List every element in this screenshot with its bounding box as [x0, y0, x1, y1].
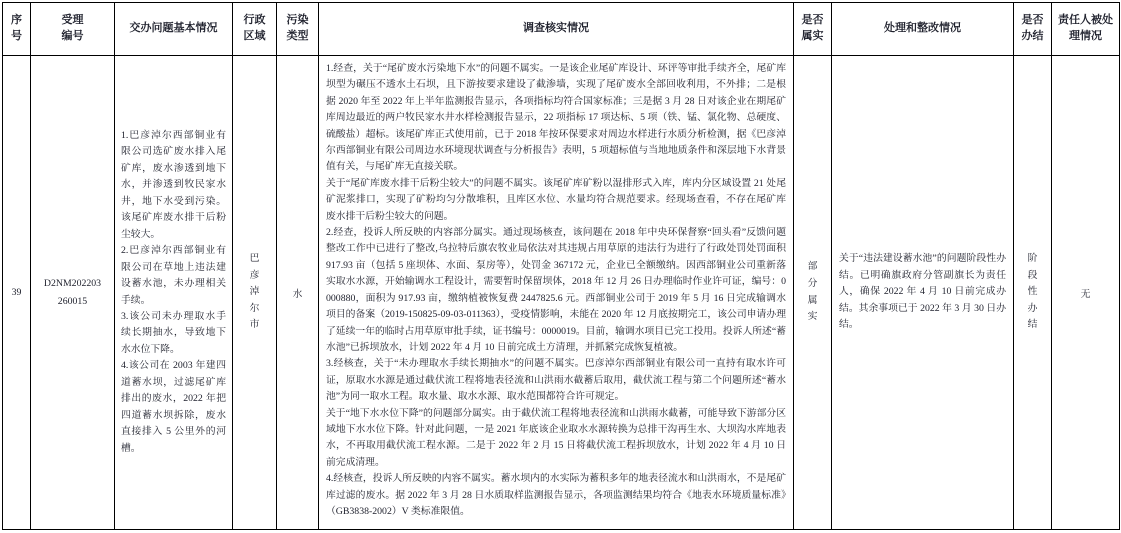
cell-handling	[832, 56, 1014, 530]
col-header-handling	[832, 3, 1014, 56]
cell-investigation	[319, 56, 794, 530]
cell-seq: 39	[3, 56, 31, 530]
cell-verified	[794, 56, 832, 530]
col-header-investigation-label: 调查核实情况	[523, 22, 589, 35]
region-value: 巴彦淖尔市	[249, 252, 260, 331]
col-header-case-no	[31, 3, 115, 56]
investigation-paragraph: 3.经核查，关于“未办理取水手续长期抽水”的问题不属实。巴彦淖尔西部铜业有限公司一直持有取水许可证，原取水水源是通过截伏流工程将地表径流和山洪雨水截蓄后取用，截伏流工程与第二个问题所述“蓄水池”为同一取水工程。取水量、取水水源、取水范围都符合许可规定。	[326, 358, 786, 403]
cell-problem	[115, 56, 233, 530]
col-header-accountability	[1052, 3, 1120, 56]
col-header-region	[233, 3, 277, 56]
header-row	[3, 3, 1120, 56]
col-header-problem	[115, 3, 233, 56]
problem-paragraph: 4.该公司在 2003 年建四道蓄水坝，过滤尾矿库排出的废水，2022 年把四道蓄水坝拆除，废水直接排入 5 公里外的河槽。	[121, 360, 226, 454]
investigation-paragraph: 关于“地下水水位下降”的问题部分属实。由于截伏流工程将地表径流和山洪雨水截蓄，可能导致下游部分区域地下水水位下降。针对此问题，一是 2021 年底该企业取水水源转换为总排干沟再生水、大坝沟水库地表水，不再取用截伏流工程水源。二是于 2022 年 2 月 15 日将截伏流工程拆坝放水，计划 2022 年 4 月 10 日前完成清理。	[326, 407, 786, 468]
problem-paragraph: 2.巴彦淖尔西部铜业有限公司在草地上违法建设蓄水池，未办理相关手续。	[121, 245, 226, 306]
problem-paragraph: 1.巴彦淖尔西部铜业有限公司选矿废水排入尾矿库，废水渗透到地下水，并渗透到牧民家水井，地下水受到污染。该尾矿库废水排干后粉尘较大。	[121, 129, 226, 240]
col-header-status-label: 是否办结	[1021, 14, 1044, 42]
col-header-status	[1014, 3, 1052, 56]
investigation-paragraph: 2.经查，投诉人所反映的内容部分属实。通过现场核查，该问题在 2018 年中央环保督察“回头看”反馈问题整改工作中已进行了整改,乌拉特后旗农牧业局依法对其违规占用草原的违法行为进行了行政处罚处罚面积 917.93 亩（包括 5 座坝体、水面、泵房等），处罚金 367172 元，企业已全额缴纳。因西部铜业公司重新落实取水水源，开始输调水工程设计，需要暂时保留坝体，2018 年 12 月 26 日办理临时作业许可证，编号：0000880，面积为 917.93 亩，缴纳植被恢复费 2447825.6 元。西部铜业公司于 2019 年 5 月 16 日完成输调水项目的备案（2019-150825-09-03-011363），受疫情影响，未能在 2020 年 12 月底按期完工，该公司申请办理了延续一年的临时占用草原审批手续，证书编号：0000019。目前，输调水项目已完工投用。投诉人所述“蓄水池”已拆坝放水，计划 2022 年 4 月 10 日前完成土方清理，并抓紧完成恢复植被。	[326, 227, 786, 353]
col-header-seq-label: 序号	[11, 14, 22, 42]
col-header-verified-label: 是否属实	[801, 14, 824, 42]
col-header-case-no-label: 受理编号	[61, 14, 84, 42]
cell-accountability: 无	[1052, 56, 1120, 530]
complaint-handling-table	[2, 2, 1120, 530]
col-header-pollution-type-label: 污染类型	[286, 14, 309, 42]
col-header-accountability-label: 责任人被处理情况	[1058, 14, 1113, 42]
handling-paragraph: 关于“违法建设蓄水池”的问题阶段性办结。已明确旗政府分管副旗长为责任人，确保 2022 年 4 月 10 日前完成办结。其余事项已于 2022 年 3 月 30 日办结。	[839, 253, 1006, 331]
cell-status	[1014, 56, 1052, 530]
col-header-investigation	[319, 3, 794, 56]
investigation-paragraph: 关于“尾矿库废水排干后粉尘较大”的问题不属实。该尾矿库矿粉以湿排形式入库，库内分区域设置 21 处尾矿泥浆排口，实现了矿粉均匀分散堆积，且库区水位、水量均符合规范要求。经现场查看，不存在尾矿库废水排干后粉尘较大的问题。	[326, 177, 786, 222]
table-row	[3, 56, 1120, 530]
cell-case-no	[31, 56, 115, 530]
col-header-verified	[794, 3, 832, 56]
col-header-handling-label: 处理和整改情况	[884, 22, 961, 35]
col-header-seq	[3, 3, 31, 56]
col-header-region-label: 行政区域	[243, 14, 266, 42]
cell-region	[233, 56, 277, 530]
col-header-problem-label: 交办问题基本情况	[129, 22, 218, 35]
verified-value: 部分属实	[807, 261, 818, 323]
col-header-pollution-type	[277, 3, 319, 56]
investigation-paragraph: 1.经查，关于“尾矿废水污染地下水”的问题不属实。一是该企业尾矿库设计、环评等审批手续齐全，尾矿库坝型为碾压不透水土石坝，且下游按要求建设了截渗墙，实现了尾矿废水全部回收利用，不外排；二是根据 2020 年至 2022 年上半年监测报告显示，各项指标均符合国家标准；三是据 3 月 28 日对该企业在期尾矿库周边最近的两户牧民家水井水样检测报告显示，22 项指标 17 项达标、5 项（铁、锰、氯化物、总硬度、硫酸盐）超标。该尾矿库正式使用前，已于 2018 年按环保要求对周边水样进行水质分析检测，据《巴彦淖尔西部铜业有限公司周边水环境现状调查与分析报告》表明，5 项超标值与当地地质条件和深层地下水背景值有关，与尾矿库无直接关联。	[326, 63, 786, 173]
status-value: 阶段性办结	[1027, 252, 1038, 331]
problem-paragraph: 3.该公司未办理取水手续长期抽水，导致地下水水位下降。	[121, 310, 226, 355]
investigation-paragraph: 4.经核查，投诉人所反映的内容不属实。蓄水坝内的水实际为蓄积多年的地表径流水和山洪雨水，不是尾矿库过滤的废水。据 2022 年 3 月 28 日水质取样监测报告显示，各项监测结果均符合《地表水环境质量标准》（GB3838-2002）V 类标准限值。	[326, 473, 786, 517]
case-number: D2NM202203260015	[43, 278, 102, 307]
cell-pollution-type: 水	[277, 56, 319, 530]
